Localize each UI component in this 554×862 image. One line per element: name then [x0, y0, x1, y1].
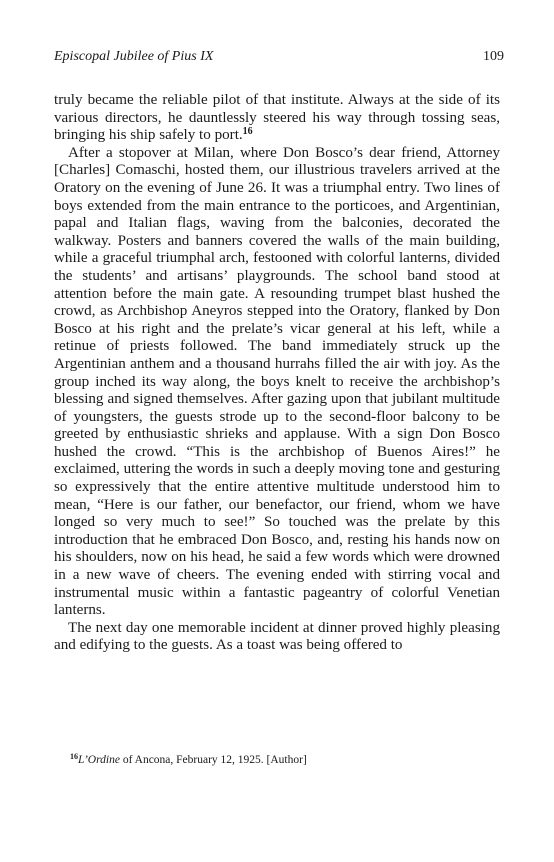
paragraph-text: truly became the reliable pilot of that institute. Always at the side of its various directors, he dauntlessly steered his way through tossing seas, bringing his ship safely to port.	[54, 92, 500, 144]
paragraph-text: After a stopover at Milan, where Don Bosco’s dear friend, Attorney [Charles] Comaschi, hosted them, our illustrious travelers arrived at the Oratory on the evening of June 26. It was a triumphal entry. Two lines of boys extended from the main entrance to the porticoes, and Argentinian, papal and Italian flags, waving from the balconies, decorated the walkway. Posters and banners covered the walls of the main building, while a graceful triumphal arch, festooned with colorful lanterns, divided the students’ and artisans’ playgrounds. The school band stood at attention before the main gate. A resounding trumpet blast hushed the crowd, as Archbishop Aneyros stepped into the Oratory, flanked by Don Bosco at his right and the prelate’s vicar general at his left, while a retinue of priests followed. The band immediately struck up the Argentinian anthem and a thousand hurrahs filled the air with joy. As the group inched its way along, the boys knelt to receive the archbishop’s blessing and signed themselves. After gazing upon that jubilant multitude of youngsters, the guests strode up to the second-floor balcony to be greeted by enthusiastic shrieks and applause. With a sign Don Bosco hushed the crowd. “This is the archbishop of Buenos Aires!” he exclaimed, uttering the words in such a deeply moving tone and gesturing so expressively that the entire attentive multitude understood him to mean, “Here is our father, our benefactor, our friend, whom we have longed so very much to see!” So touched was the prelate by this introduction that he embraced Don Bosco, and, resting his hands now on his shoulders, now on his head, he said a few words which were drowned in a new wave of cheers. The evening ended with stirring vocal and instrumental music within a fantastic pageantry of colorful Venetian lanterns.	[54, 144, 500, 619]
paragraph	[54, 145, 500, 620]
footnote-text: of Ancona, February 12, 1925. [Author]	[119, 754, 307, 766]
body-text	[54, 92, 500, 655]
paragraph	[54, 92, 500, 145]
paragraph-text: The next day one memorable incident at dinner proved highly pleasing and edifying to the guests. As a toast was being offered to	[54, 619, 500, 654]
page-number: 109	[483, 49, 504, 64]
footnote	[70, 753, 500, 767]
footnote-reference: 16	[242, 126, 253, 138]
running-title: Episcopal Jubilee of Pius IX	[54, 49, 214, 64]
running-header	[54, 48, 504, 66]
footnote-source: L’Ordine	[78, 754, 120, 766]
paragraph	[54, 620, 500, 655]
footnote-mark: 16	[70, 752, 78, 761]
